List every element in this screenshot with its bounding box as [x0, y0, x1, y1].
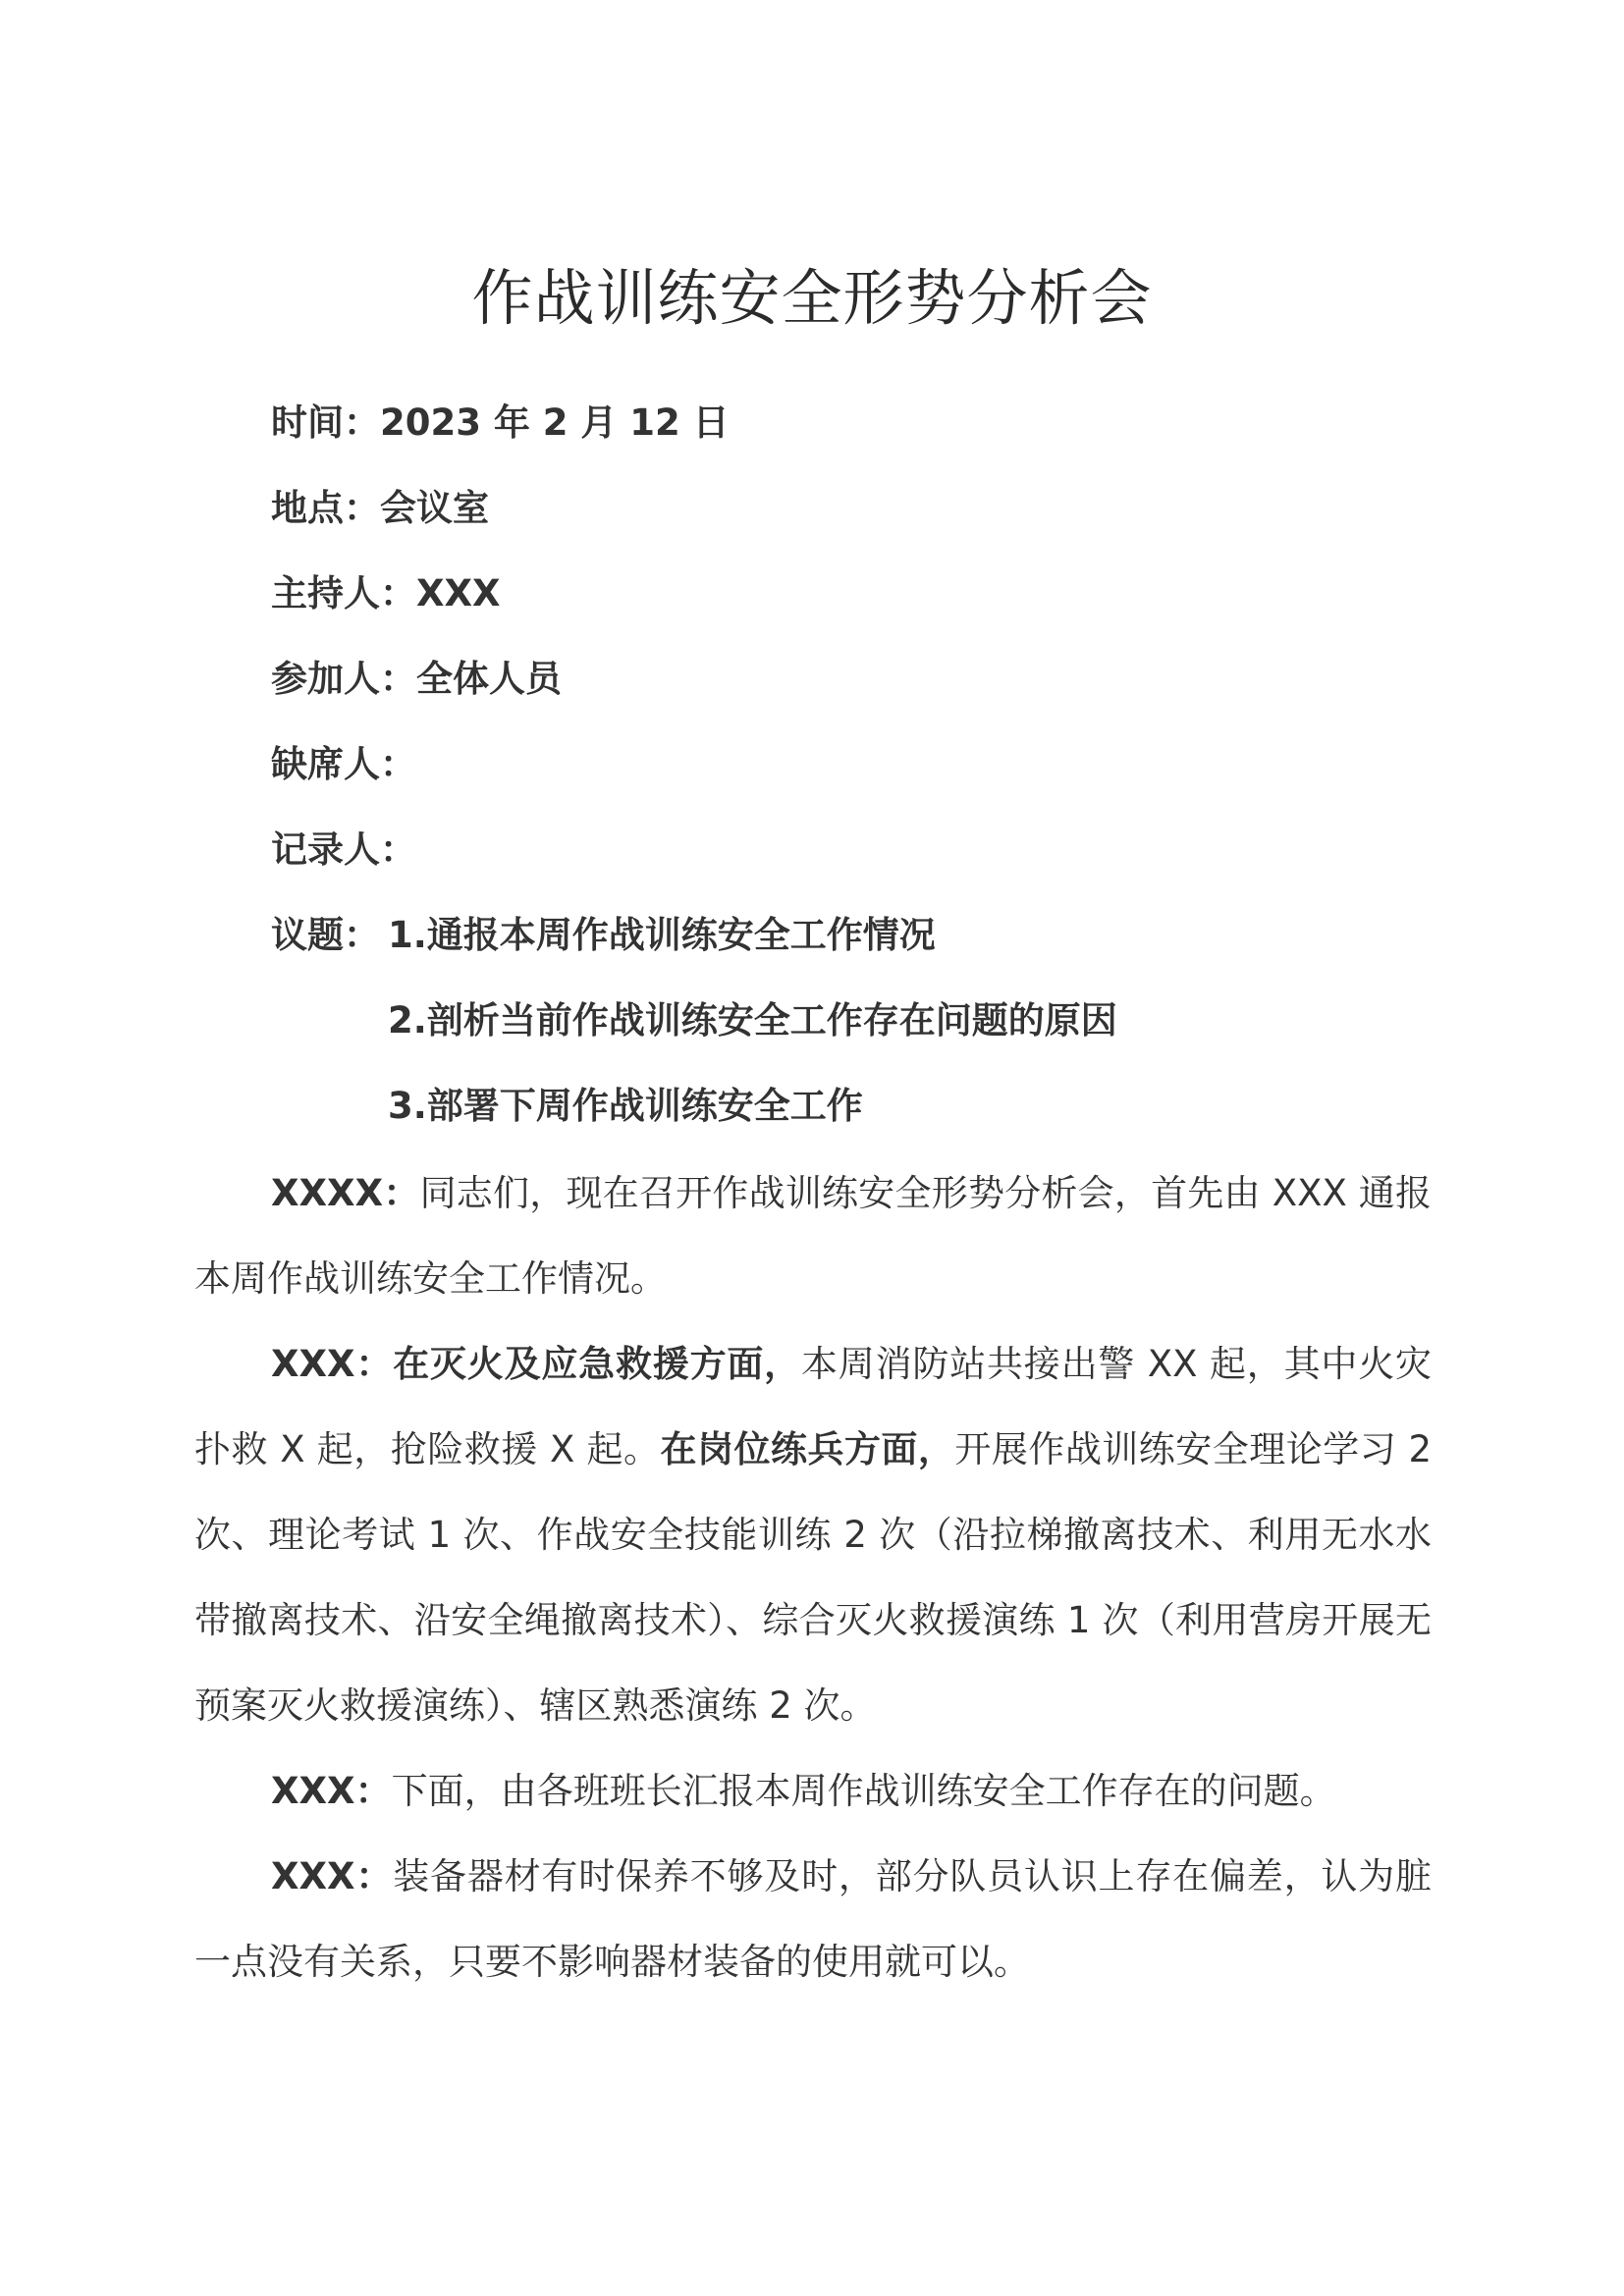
meta-attendees-value: 全体人员	[416, 658, 562, 700]
paragraph-text: 同志们，现在召开作战训练安全形势分析会，首先由 XXX 通报本周作战训练安全工作情况。	[194, 1172, 1433, 1300]
agenda-item: 1.通报本周作战训练安全工作情况	[388, 914, 936, 956]
agenda-label: 议题：	[271, 914, 380, 956]
transcript-paragraph	[194, 1834, 1432, 2004]
document-title: 作战训练安全形势分析会	[471, 261, 1153, 334]
paragraph-text: 本周消防站共接出警 XX 起，其中火灾扑救 X 起，抢险救援 X 起。	[194, 1343, 1432, 1470]
meta-absent-label: 缺席人：	[271, 743, 416, 785]
paragraph-text: 开展作战训练安全理论学习 2 次、理论考试 1 次、作战安全技能训练 2 次（沿拉梯撤离技术、利用无水水带撤离技术、沿安全绳撤离技术）、综合灭火救援演练 1 次（利用营房开展无预案灭火救援演练）、辖区熟悉演练 2 次。	[194, 1428, 1432, 1727]
meta-place	[271, 484, 489, 533]
speaker-name: XXX：	[271, 1855, 394, 1897]
meta-place-value: 会议室	[380, 487, 489, 529]
meta-attendees-label: 参加人：	[271, 658, 416, 700]
speaker-name: XXX：	[271, 1770, 392, 1812]
speaker-name: XXXX：	[271, 1172, 420, 1214]
meta-recorder	[271, 826, 416, 875]
agenda-item: 3.部署下周作战训练安全工作	[388, 1085, 863, 1127]
paragraph-heading: 在灭火及应急救援方面，	[393, 1343, 801, 1385]
meta-place-label: 地点：	[271, 487, 380, 529]
meta-absent	[271, 740, 416, 789]
transcript-paragraph	[194, 1748, 1432, 1834]
meta-recorder-label: 记录人：	[271, 828, 416, 871]
meta-host-label: 主持人：	[271, 572, 416, 614]
meeting-transcript	[194, 1150, 1432, 2004]
transcript-paragraph	[194, 1321, 1432, 1748]
paragraph-text: 下面，由各班班长汇报本周作战训练安全工作存在的问题。	[391, 1770, 1336, 1812]
agenda-item: 2.剖析当前作战训练安全工作存在问题的原因	[388, 999, 1117, 1041]
meta-host-value: XXX	[416, 572, 501, 614]
meta-time-label: 时间：	[271, 401, 380, 444]
meta-time-value: 2023 年 2 月 12 日	[380, 401, 730, 444]
meta-time	[271, 399, 730, 448]
paragraph-heading: 在岗位练兵方面，	[660, 1428, 955, 1470]
meta-attendees	[271, 655, 562, 704]
transcript-paragraph	[194, 1150, 1432, 1321]
paragraph-text: 装备器材有时保养不够及时，部分队员认识上存在偏差，认为脏一点没有关系，只要不影响器材装备的使用就可以。	[194, 1855, 1432, 1983]
meta-host	[271, 569, 501, 618]
speaker-name: XXX：	[271, 1343, 394, 1385]
